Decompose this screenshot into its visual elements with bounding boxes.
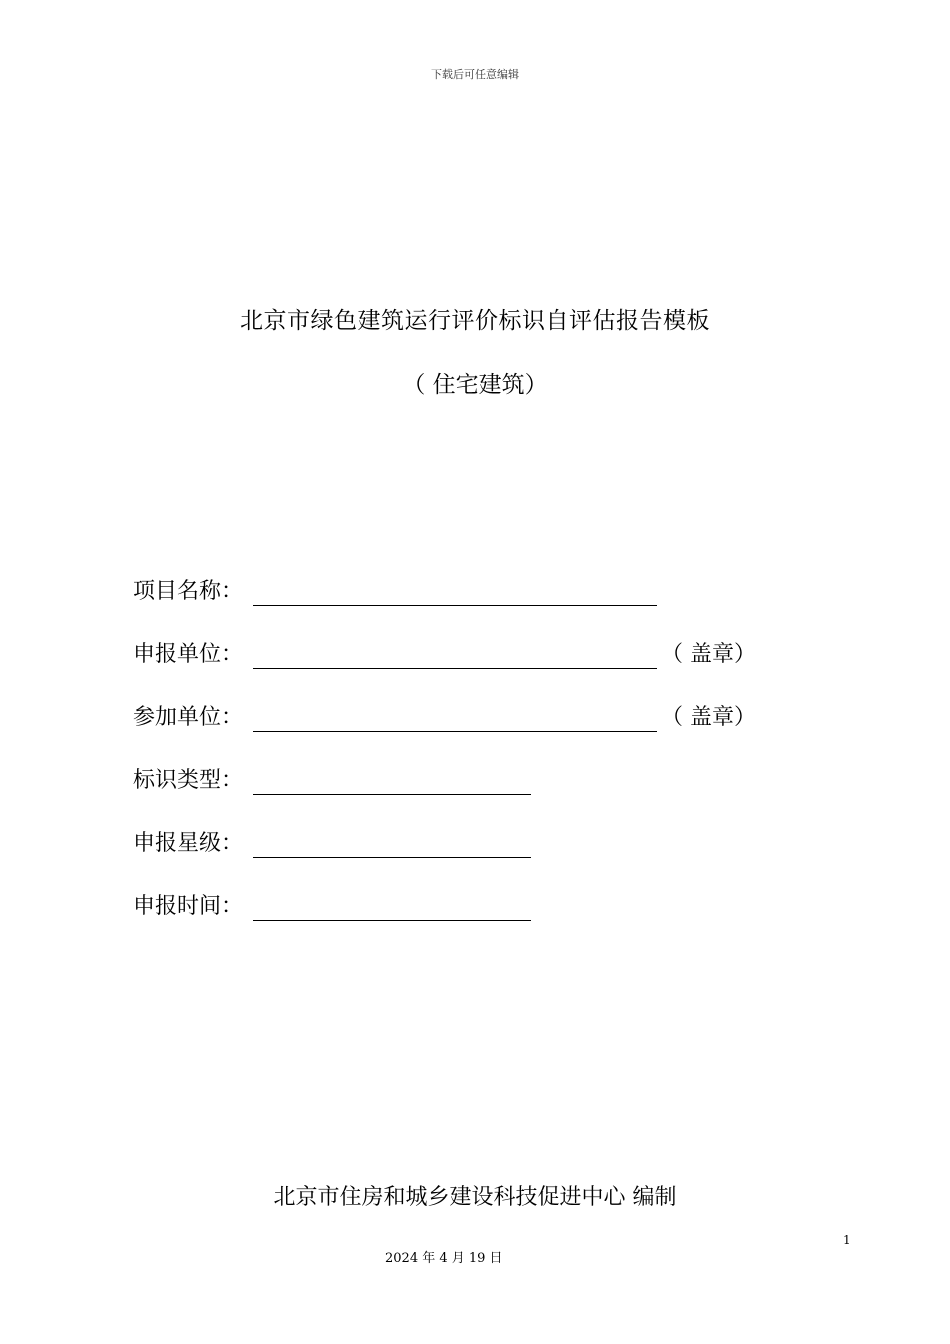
document-date: 2024 年 4 月 19 日: [385, 1251, 503, 1266]
form-row-applicant: [133, 637, 756, 669]
participant-label: 参加单位：: [133, 705, 244, 730]
star-level-label: 申报星级：: [133, 831, 244, 856]
applicant-label: 申报单位：: [133, 642, 244, 667]
publisher-line: 北京市住房和城乡建设科技促进中心 编制: [273, 1185, 677, 1210]
applicant-seal-note: （ 盖章）: [661, 642, 757, 667]
applicant-field[interactable]: [253, 642, 657, 669]
header-note: 下载后可任意编辑: [431, 68, 519, 81]
project-name-field[interactable]: [253, 579, 657, 606]
participant-field[interactable]: [253, 705, 657, 732]
apply-time-label: 申报时间：: [133, 894, 244, 919]
star-level-field[interactable]: [253, 831, 531, 858]
page-number: 1: [843, 1233, 851, 1247]
form-row-apply-time: [133, 889, 531, 921]
participant-seal-note: （ 盖章）: [661, 705, 757, 730]
label-type-field[interactable]: [253, 768, 531, 795]
project-name-label: 项目名称：: [133, 579, 244, 604]
form-row-label-type: [133, 763, 531, 795]
form-row-participant: [133, 700, 756, 732]
form-row-star-level: [133, 826, 531, 858]
apply-time-field[interactable]: [253, 894, 531, 921]
form-row-project-name: [133, 574, 657, 606]
document-title: 北京市绿色建筑运行评价标识自评估报告模板: [240, 308, 710, 334]
document-subtitle: （ 住宅建筑）: [402, 372, 548, 398]
label-type-label: 标识类型：: [133, 768, 244, 793]
